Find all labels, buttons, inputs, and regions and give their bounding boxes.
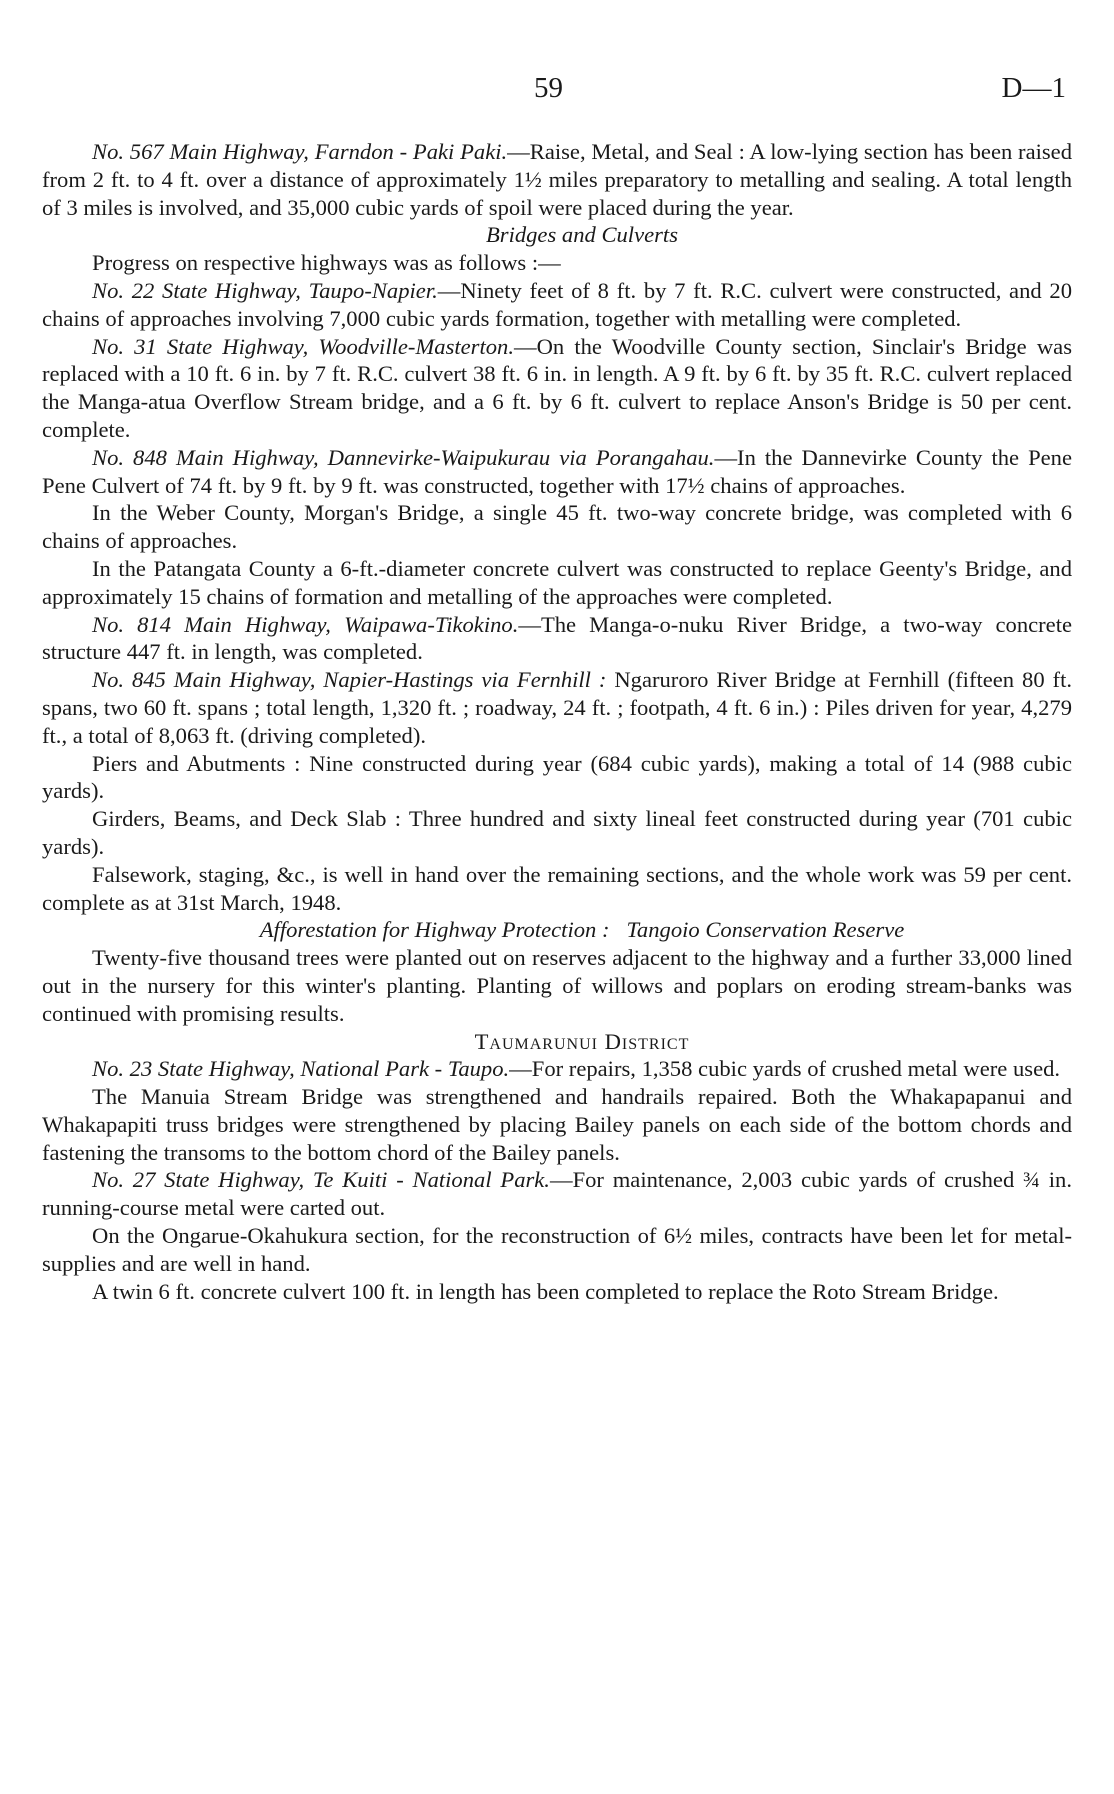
paragraph: A twin 6 ft. concrete culvert 100 ft. in length has been completed to replace the Roto Stream Bridge. (92, 1278, 999, 1304)
highway-title: No. 27 State Highway, Te Kuiti - National Park. (92, 1167, 550, 1193)
paragraph: Piers and Abutments : Nine constructed during year (684 cubic yards), making a total of 14 (988 cubic yards). (42, 750, 1072, 804)
paragraph: No. 814 Main Highway, Waipawa-Tikokino.—The Manga-o-nuku River Bridge, a two-way concrete structure 447 ft. in length, was completed. (42, 611, 1072, 665)
document-reference: D—1 (1001, 72, 1066, 104)
page-header (0, 72, 1114, 104)
paragraph: No. 22 State Highway, Taupo-Napier.—Ninety feet of 8 ft. by 7 ft. R.C. culvert were constructed, and 20 chains of approaches involving 7,000 cubic yards formation, together with metalling were completed. (42, 277, 1072, 331)
paragraph: No. 845 Main Highway, Napier-Hastings via Fernhill : Ngaruroro River Bridge at Fernhill (fifteen 80 ft. spans, two 60 ft. spans ; total length, 1,320 ft. ; roadway, 24 ft. ; footpath, 4 ft. 6 in.) : Piles driven for year, 4,279 ft., a total of 8,063 ft. (driving completed). (42, 667, 1072, 748)
document-body (42, 138, 1072, 1305)
paragraph: No. 31 State Highway, Woodville-Masterton.—On the Woodville County section, Sinclair's Bridge was replaced with a 10 ft. 6 in. by 7 ft. R.C. culvert 38 ft. 6 in. in length. A 9 ft. by 6 ft. by 35 ft. R.C. culvert replaced the Manga-atua Overflow Stream bridge, and a 6 ft. by 6 ft. culvert to replace Anson's Bridge is 50 per cent. complete. (42, 333, 1072, 442)
paragraph: No. 23 State Highway, National Park - Taupo.—For repairs, 1,358 cubic yards of crushed metal were used. (92, 1056, 1061, 1082)
paragraph: Twenty-five thousand trees were planted out on reserves adjacent to the highway and a further 33,000 lined out in the nursery for this winter's planting. Planting of willows and poplars on eroding stream-banks was continued with promising results. (42, 945, 1072, 1026)
paragraph: No. 27 State Highway, Te Kuiti - National Park.—For maintenance, 2,003 cubic yards of crushed ¾ in. running-course metal were carted out. (42, 1167, 1073, 1221)
section-heading-afforestation: Afforestation for Highway Protection : Tangoio Conservation Reserve (259, 917, 905, 943)
paragraph: No. 848 Main Highway, Dannevirke-Waipukurau via Porangahau.—In the Dannevirke County the Pene Pene Culvert of 74 ft. by 9 ft. by 9 ft. was constructed, together with 17½ chains of approaches. (42, 444, 1072, 498)
paragraph: Girders, Beams, and Deck Slab : Three hundred and sixty lineal feet constructed during year (701 cubic yards). (42, 806, 1072, 859)
paragraph: In the Weber County, Morgan's Bridge, a single 45 ft. two-way concrete bridge, was completed with 6 chains of approaches. (42, 500, 1072, 554)
highway-title: No. 814 Main Highway, Waipawa-Tikokino. (92, 611, 519, 637)
highway-title: No. 845 Main Highway, Napier-Hastings via Fernhill : (92, 667, 607, 693)
page-number: 59 (534, 72, 563, 104)
highway-title: No. 567 Main Highway, Farndon - Paki Paki. (92, 139, 508, 164)
district-heading: Taumarunui District (474, 1028, 690, 1054)
section-heading-bridges: Bridges and Culverts (485, 222, 679, 248)
paragraph: Falsework, staging, &c., is well in hand over the remaining sections, and the whole work was 59 per cent. complete as at 31st March, 1948. (42, 861, 1072, 915)
paragraph: In the Patangata County a 6-ft.-diameter concrete culvert was constructed to replace Geenty's Bridge, and approximately 15 chains of formation and metalling of the approaches were completed. (42, 555, 1072, 609)
highway-title: No. 31 State Highway, Woodville-Masterton. (92, 333, 514, 359)
highway-title: No. 848 Main Highway, Dannevirke-Waipukurau via Porangahau. (92, 444, 715, 470)
paragraph: The Manuia Stream Bridge was strengthened and handrails repaired. Both the Whakapapanui and Whakapapiti truss bridges were strengthened by placing Bailey panels on each side of the bottom chords and fastening the transoms to the bottom chord of the Bailey panels. (42, 1084, 1072, 1165)
highway-title: No. 23 State Highway, National Park - Taupo. (92, 1056, 510, 1082)
paragraph: Progress on respective highways was as follows :— (92, 250, 561, 276)
paragraph: On the Ongarue-Okahukura section, for the reconstruction of 6½ miles, contracts have been let for metal-supplies and are well in hand. (42, 1223, 1072, 1276)
paragraph: No. 567 Main Highway, Farndon - Paki Paki.—Raise, Metal, and Seal : A low-lying section has been raised from 2 ft. to 4 ft. over a distance of approximately 1½ miles preparatory to metalling and sealing. A total length of 3 miles is involved, and 35,000 cubic yards of spoil were placed during the year. (42, 139, 1072, 220)
highway-title: No. 22 State Highway, Taupo-Napier. (92, 277, 438, 303)
